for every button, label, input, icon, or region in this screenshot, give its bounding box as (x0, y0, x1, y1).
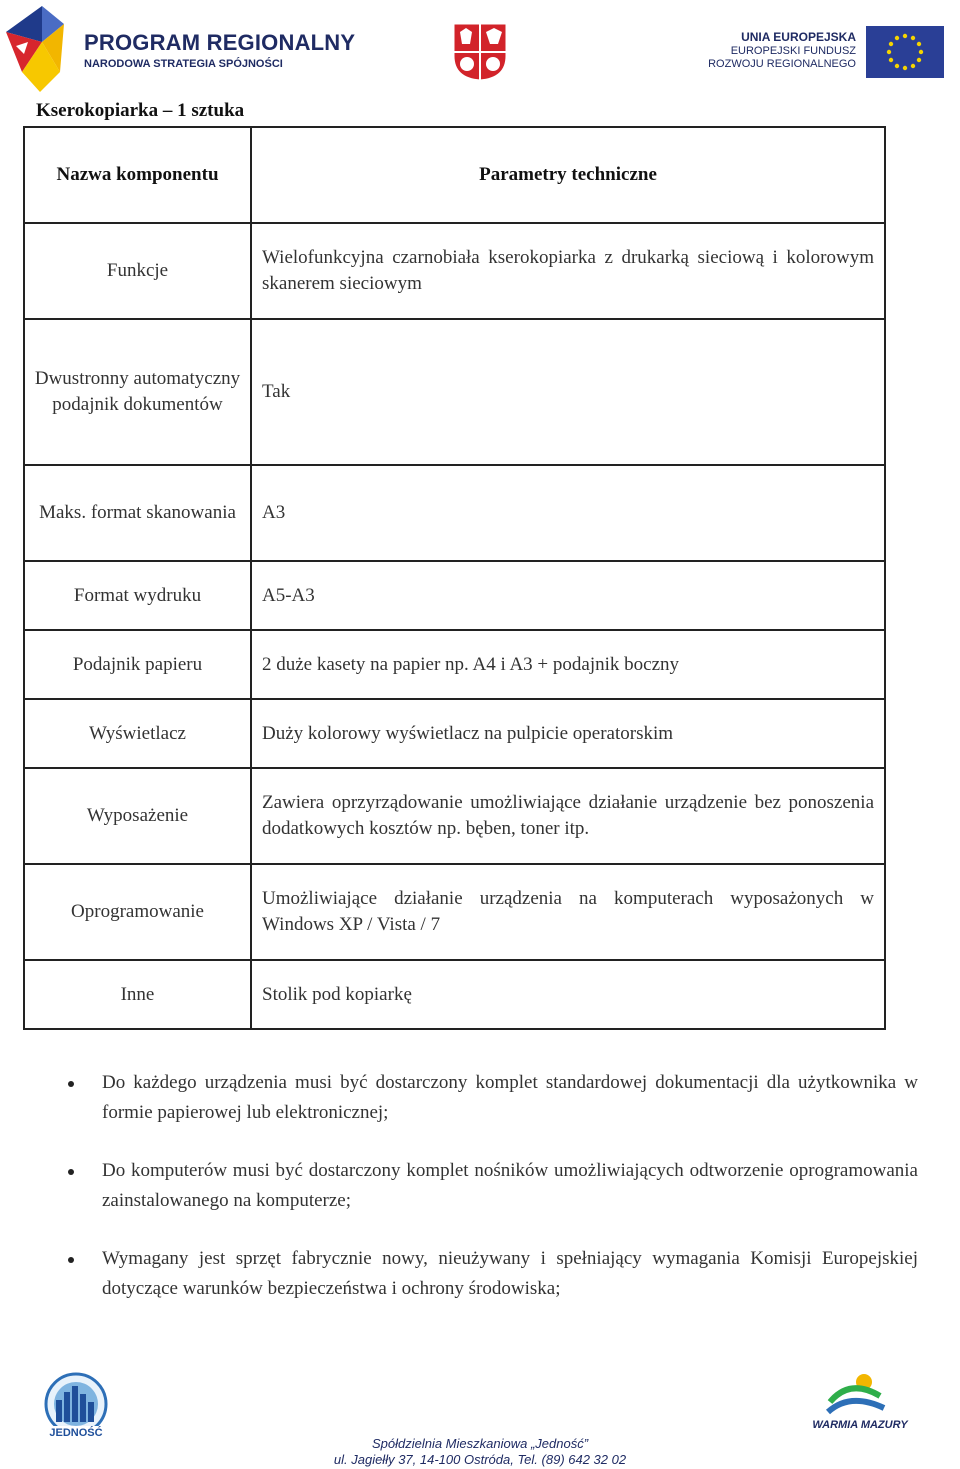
spec-table (23, 126, 886, 1030)
bullet-icon (68, 1081, 74, 1087)
table-row (24, 768, 885, 864)
row-value: Zawiera oprzyrządowanie umożliwiające działanie urządzenie bez ponoszenia dodatkowych kosztów np. bęben, toner itp. (251, 768, 885, 864)
requirements-list (66, 1068, 918, 1332)
warmia-mazury-logo-icon (812, 1368, 908, 1444)
program-subtitle: NARODOWA STRATEGIA SPÓJNOŚCI (84, 58, 283, 70)
left-logo-text: JEDNOŚĆ (49, 1427, 103, 1439)
row-value: A5-A3 (251, 561, 885, 630)
list-item-text: Do każdego urządzenia musi być dostarczony komplet standardowej dokumentacji dla użytkownika w formie papierowej lub elektronicznej; (102, 1072, 918, 1123)
row-name: Oprogramowanie (24, 864, 251, 960)
table-row (24, 960, 885, 1029)
eu-line3: ROZWOJU REGIONALNEGO (708, 58, 856, 70)
row-value: A3 (251, 465, 885, 561)
table-row (24, 561, 885, 630)
list-item (66, 1068, 918, 1128)
list-item (66, 1244, 918, 1304)
table-row (24, 223, 885, 319)
row-name: Funkcje (24, 223, 251, 319)
row-name: Maks. format skanowania (24, 465, 251, 561)
bullet-icon (68, 1169, 74, 1175)
row-value: Wielofunkcyjna czarnobiała kserokopiarka z drukarką sieciową i kolorowym skanerem sieciowym (251, 223, 885, 319)
eu-flag-icon (866, 26, 944, 78)
row-name: Wyświetlacz (24, 699, 251, 768)
row-name: Inne (24, 960, 251, 1029)
list-item-text: Wymagany jest sprzęt fabrycznie nowy, nieużywany i spełniający wymagania Komisji Europejskiej dotyczące warunków bezpieczeństwa i ochrony środowiska; (102, 1248, 918, 1299)
page-header (0, 0, 960, 100)
table-row (24, 864, 885, 960)
eu-line1: UNIA EUROPEJSKA (741, 30, 856, 44)
list-item (66, 1156, 918, 1216)
row-value: Umożliwiające działanie urządzenia na komputerach wyposażonych w Windows XP / Vista / 7 (251, 864, 885, 960)
region-crest-icon (452, 22, 508, 82)
row-value: 2 duże kasety na papier np. A4 i A3 + podajnik boczny (251, 630, 885, 699)
table-row (24, 319, 885, 465)
table-header-row (24, 127, 885, 223)
table-row (24, 630, 885, 699)
program-regionalny-logo-icon (2, 2, 66, 94)
row-name: Wyposażenie (24, 768, 251, 864)
program-title: PROGRAM REGIONALNY (84, 30, 356, 55)
header-technical-params: Parametry techniczne (251, 127, 885, 223)
eu-line2: EUROPEJSKI FUNDUSZ (730, 45, 856, 57)
row-value: Stolik pod kopiarkę (251, 960, 885, 1029)
row-value: Duży kolorowy wyświetlacz na pulpicie operatorskim (251, 699, 885, 768)
table-row (24, 465, 885, 561)
header-component-name: Nazwa komponentu (24, 127, 251, 223)
row-name: Podajnik papieru (24, 630, 251, 699)
row-name: Format wydruku (24, 561, 251, 630)
bullet-icon (68, 1257, 74, 1263)
footer-address: ul. Jagiełły 37, 14-100 Ostróda, Tel. (89) 642 32 02 (333, 1452, 627, 1467)
row-value: Tak (251, 319, 885, 465)
list-item-text: Do komputerów musi być dostarczony komplet nośników umożliwiających odtworzenie oprogramowania zainstalowanego na komputerze; (102, 1160, 918, 1211)
table-row (24, 699, 885, 768)
document-title: Kserokopiarka – 1 sztuka (36, 100, 245, 121)
right-logo-text: WARMIA MAZURY (812, 1419, 908, 1431)
footer-organization: Spółdzielnia Mieszkaniowa „Jedność” (371, 1436, 589, 1451)
row-name: Dwustronny automatyczny podajnik dokumentów (24, 319, 251, 465)
